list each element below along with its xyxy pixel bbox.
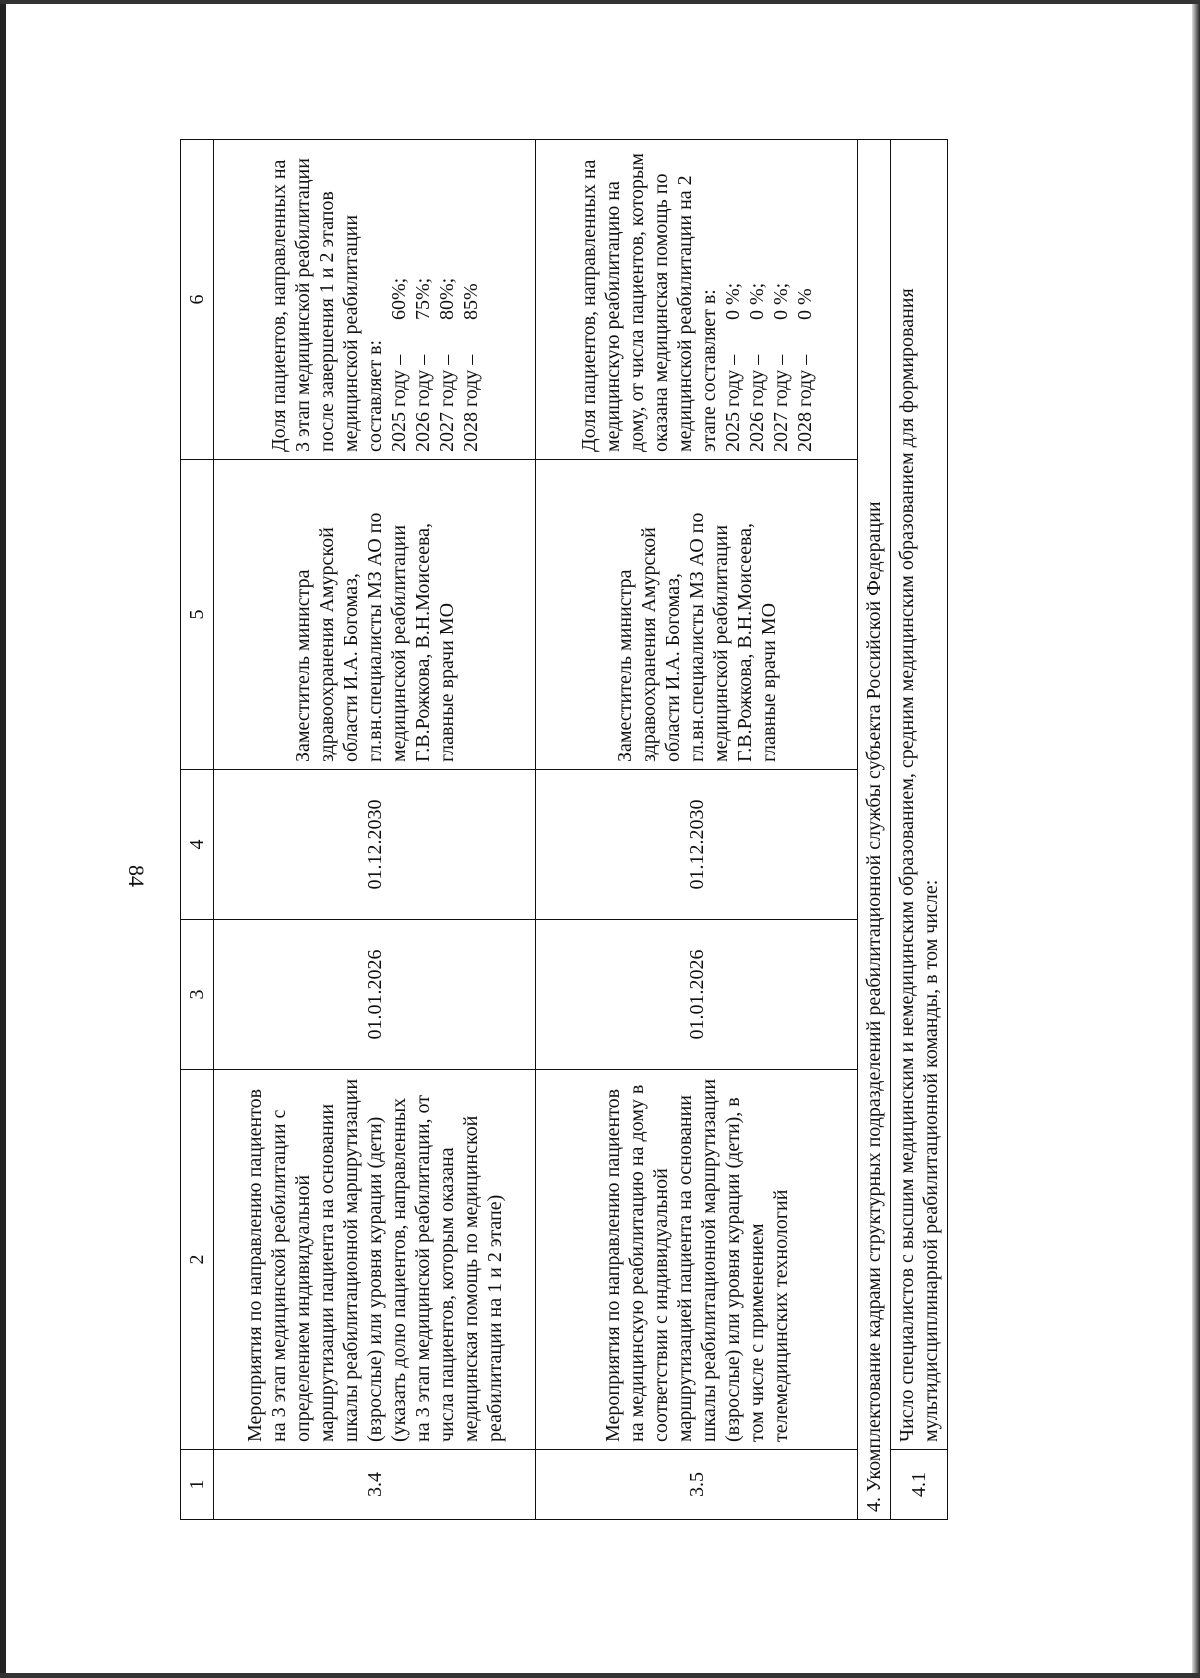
header-cell: 2 bbox=[181, 1070, 214, 1450]
header-cell: 6 bbox=[181, 140, 214, 460]
responsible-cell: Заместитель министра здравоохранения Амурской области И.А. Богомаз, гл.вн.специалисты МЗ АО по медицинской реабилитации Г.В.Рожкова, В.Н.Моисеева, главные врачи МО bbox=[536, 460, 858, 770]
measure-cell: Мероприятия по направлению пациентов на медицинскую реабилитацию на дому в соответствии с индивидуальной маршрутизацией пациента на основании шкалы реабилитационной маршрутизации (взрослые) или уровня курации (дети), в том числе с применением телемедицинских технологий bbox=[536, 1070, 858, 1450]
row-number: 3.5 bbox=[536, 1450, 858, 1520]
indicator-year: 2026 году – bbox=[745, 354, 768, 452]
indicator-percent: 80%; bbox=[435, 277, 458, 320]
measure-cell: Мероприятия по направлению пациентов на 3 этап медицинской реабилитации с определением индивидуальной маршрутизации пациента на основании шкалы реабилитационной маршрутизации (взрослые) или уровня курации (дети) (указать долю пациентов, направленных на 3 этап медицинской реабилитации, от числа пациентов, которым оказана медицинская помощь по медицинской реабилитации на 1 и 2 этапе) bbox=[214, 1070, 536, 1450]
scan-edge-left bbox=[0, 0, 6, 1678]
indicator-percent: 0 %; bbox=[721, 282, 744, 320]
start-date: 01.01.2026 bbox=[214, 920, 536, 1070]
indicator-year: 2025 году – bbox=[387, 354, 410, 452]
page-number: 84 bbox=[124, 865, 149, 887]
indicator-value bbox=[411, 147, 435, 452]
indicator-percent: 85% bbox=[459, 283, 482, 320]
header-cell: 1 bbox=[181, 1450, 214, 1520]
header-cell: 5 bbox=[181, 460, 214, 770]
row-number: 3.4 bbox=[214, 1450, 536, 1520]
table-row bbox=[536, 140, 858, 1520]
section-heading: 4. Укомплектование кадрами структурных подразделений реабилитационной службы субъекта Российской Федерации bbox=[858, 140, 891, 1520]
section-row bbox=[858, 140, 891, 1520]
indicator-value bbox=[387, 147, 411, 452]
subsection-text: Число специалистов с высшим медицинским и немедицинским образованием, средним медицинским образованием для формирования мультидисциплинарной реабилитационной команды, в том числе: bbox=[891, 140, 948, 1450]
indicator-text: Доля пациентов, направленных на медицинскую реабилитацию на дому, от числа пациентов, которым оказана медицинская помощь по медицинской реабилитации на 2 этапе составляет в: bbox=[577, 153, 720, 452]
indicator-value bbox=[721, 147, 745, 452]
table-row bbox=[214, 140, 536, 1520]
indicator-percent: 0 % bbox=[793, 288, 816, 320]
subsection-row bbox=[891, 140, 948, 1520]
scan-edge-bottom bbox=[0, 1673, 1200, 1678]
header-row bbox=[181, 140, 214, 1520]
start-date: 01.01.2026 bbox=[536, 920, 858, 1070]
scan-edge-top bbox=[0, 0, 1200, 4]
header-cell: 4 bbox=[181, 770, 214, 920]
indicator-year: 2028 году – bbox=[793, 354, 816, 452]
indicator-percent: 0 %; bbox=[745, 282, 768, 320]
indicator-percent: 60%; bbox=[387, 277, 410, 320]
plan-table bbox=[180, 139, 948, 1520]
indicator-cell bbox=[214, 140, 536, 460]
subsection-number: 4.1 bbox=[891, 1450, 948, 1520]
indicator-year: 2028 году – bbox=[459, 354, 482, 452]
indicator-percent: 75%; bbox=[411, 277, 434, 320]
indicator-year: 2026 году – bbox=[411, 354, 434, 452]
indicator-year: 2025 году – bbox=[721, 354, 744, 452]
indicator-year: 2027 году – bbox=[435, 354, 458, 452]
header-cell: 3 bbox=[181, 920, 214, 1070]
end-date: 01.12.2030 bbox=[536, 770, 858, 920]
indicator-value bbox=[769, 147, 793, 452]
indicator-text: Доля пациентов, направленных на 3 этап медицинской реабилитации после завершения 1 и 2 этапов медицинской реабилитации составляет в: bbox=[267, 158, 386, 452]
indicator-value bbox=[745, 147, 769, 452]
indicator-cell bbox=[536, 140, 858, 460]
indicator-year: 2027 году – bbox=[769, 354, 792, 452]
responsible-cell: Заместитель министра здравоохранения Амурской области И.А. Богомаз, гл.вн.специалисты МЗ АО по медицинской реабилитации Г.В.Рожкова, В.Н.Моисеева, главные врачи МО bbox=[214, 460, 536, 770]
indicator-percent: 0 %; bbox=[769, 282, 792, 320]
indicator-value bbox=[793, 147, 817, 452]
document-sheet bbox=[180, 140, 980, 1520]
indicator-value bbox=[435, 147, 459, 452]
indicator-value bbox=[459, 147, 483, 452]
scan-edge-right bbox=[1192, 0, 1200, 1678]
end-date: 01.12.2030 bbox=[214, 770, 536, 920]
